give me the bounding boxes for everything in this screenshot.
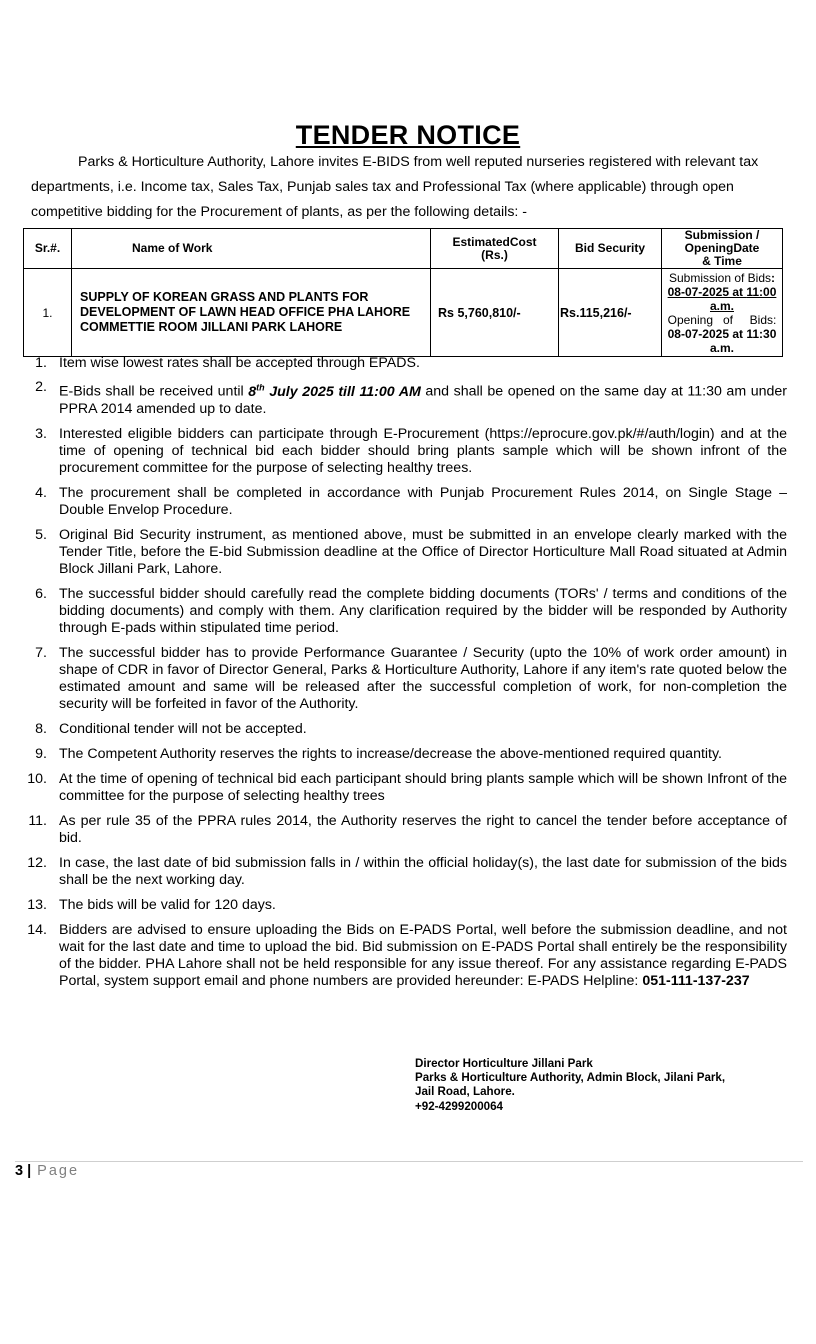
list-item	[23, 586, 787, 637]
item-date-day: 8	[248, 383, 257, 400]
list-item	[23, 746, 787, 763]
item-number: 8.	[35, 720, 47, 737]
header-sub-line1: Submission / OpeningDate	[684, 228, 760, 255]
item-number: 6.	[35, 585, 47, 602]
submission-time: 11:00 a.m.	[709, 284, 777, 313]
header-sub-line2: & Time	[702, 254, 742, 268]
item-number: 11.	[28, 812, 47, 829]
item-number: 4.	[35, 484, 47, 501]
header-cost-line1: EstimatedCost	[452, 234, 537, 249]
submission-label-line	[662, 271, 782, 285]
submission-colon: :	[771, 270, 776, 285]
list-item	[23, 485, 787, 519]
item-date-rest: July 2025 till 11:00 AM	[264, 383, 421, 400]
header-sr: Sr.#.	[24, 229, 72, 269]
header-bid-security: Bid Security	[559, 229, 662, 269]
submission-date: 08-07-2025 at	[667, 284, 747, 299]
intro-paragraph	[31, 150, 787, 225]
header-estimated-cost	[431, 229, 559, 269]
item-text-pre: E-Bids shall be received until	[59, 383, 249, 400]
list-item	[23, 355, 787, 372]
intro-line-2: departments, i.e. Income tax, Sales Tax, Punjab sales tax and Professional Tax (where applicable) through open	[31, 179, 734, 195]
item-text: Interested eligible bidders can participate through E-Procurement (https://eprocure.gov.pk/#/auth/login) and at the time of opening of technical bid each bidder should bring plants sample which will be shown infront of the procurement committee for the purpose of selecting healthy trees.	[59, 425, 787, 476]
page-number: 3 |	[15, 1163, 32, 1179]
intro-line-3: competitive bidding for the Procurement of plants, as per the following details: -	[31, 204, 528, 220]
opening-date: 08-07-2025 at	[667, 326, 747, 341]
header-submission-opening	[662, 229, 783, 269]
item-date-suffix: th	[256, 382, 265, 392]
row-name-of-work: SUPPLY OF KOREAN GRASS AND PLANTS FOR DEVELOPMENT OF LAWN HEAD OFFICE PHA LAHORE COMMETTIE ROOM JILLANI PARK LAHORE	[72, 269, 431, 357]
page-label: Page	[31, 1163, 80, 1179]
tender-table-header	[24, 229, 783, 269]
list-item	[23, 721, 787, 738]
signature-line-1: Director Horticulture Jillani Park	[415, 1057, 593, 1070]
row-estimated-cost: Rs 5,760,810/-	[431, 269, 559, 357]
item-text: Original Bid Security instrument, as mentioned above, must be submitted in an envelope clearly marked with the Tender Title, before the E-bid Submission deadline at the Office of Director Horticulture Mall Road situated at Admin Block Jillani Park, Lahore.	[59, 526, 787, 577]
header-name-of-work: Name of Work	[72, 229, 431, 269]
header-cost-line2: (Rs.)	[481, 247, 508, 262]
list-item	[23, 379, 787, 418]
item-number: 10.	[27, 770, 47, 787]
intro-line-1: Parks & Horticulture Authority, Lahore invites E-BIDS from well reputed nurseries registered with relevant tax	[78, 154, 759, 170]
list-item	[23, 771, 787, 805]
row-sr: 1.	[24, 269, 72, 357]
tender-table	[23, 228, 783, 357]
item-number: 1.	[35, 355, 47, 371]
list-item	[23, 897, 787, 914]
item-number: 7.	[35, 644, 47, 661]
row-bid-security: Rs.115,216/-	[559, 269, 662, 357]
helpline-number: 051-111-137-237	[642, 972, 750, 989]
table-row	[24, 269, 783, 357]
item-text: The bids will be valid for 120 days.	[59, 896, 276, 913]
item-number: 14.	[27, 921, 47, 938]
opening-datetime	[662, 327, 782, 355]
item-text: As per rule 35 of the PPRA rules 2014, the Authority reserves the right to cancel the tender before acceptance of bid.	[59, 812, 787, 846]
submission-datetime	[662, 285, 782, 313]
item-number: 12.	[27, 854, 47, 871]
item-text: In case, the last date of bid submission falls in / within the official holiday(s), the last date for submission of the bids shall be the next working day.	[59, 854, 787, 888]
submission-label: Submission of Bids	[668, 270, 772, 285]
list-item	[23, 922, 787, 990]
signature-block	[415, 1057, 725, 1114]
item-text: The successful bidder should carefully read the complete bidding documents (TORs' / terms and conditions of the bidding documents) and comply with them. Any clarification required by the bidder will be responded by Authority through E-pads within stipulated time period.	[59, 585, 787, 636]
item-number: 9.	[35, 745, 47, 762]
item-number: 5.	[35, 526, 47, 543]
item-number: 3.	[35, 425, 47, 442]
document-title: TENDER NOTICE	[295, 120, 521, 150]
signature-line-3: Jail Road, Lahore.	[415, 1085, 515, 1099]
item-number: 2.	[35, 379, 47, 395]
row-submission-opening	[662, 269, 783, 357]
signature-line-4: +92-4299200064	[415, 1099, 504, 1113]
opening-label: Opening of Bids:	[667, 312, 777, 327]
item-text: Conditional tender will not be accepted.	[59, 720, 307, 737]
item-text: At the time of opening of technical bid each participant should bring plants sample which will be shown Infront of the committee for the purpose of selecting healthy trees	[59, 770, 787, 804]
list-item	[23, 426, 787, 477]
item-text: The Competent Authority reserves the rights to increase/decrease the above-mentioned required quantity.	[59, 745, 722, 762]
item-text: The procurement shall be completed in accordance with Punjab Procurement Rules 2014, on Single Stage – Double Envelop Procedure.	[59, 484, 787, 518]
opening-time: 11:30 a.m.	[709, 326, 777, 355]
list-item	[23, 527, 787, 578]
footer-divider	[15, 1161, 803, 1162]
list-item	[23, 813, 787, 847]
item-text: Bidders are advised to ensure uploading the Bids on E-PADS Portal, well before the submission deadline, and not wait for the last date and time to upload the bid. Bid submission on E-PADS Portal shall entirely be the responsibility of the bidder. PHA Lahore shall not be held responsible for any issue thereof. For any assistance regarding E-PADS Portal, system support email and phone numbers are provided hereunder: E-PADS Helpline:	[59, 921, 787, 989]
page-footer	[15, 1163, 79, 1179]
item-number: 13.	[27, 896, 47, 913]
list-item	[23, 855, 787, 889]
item-text: The successful bidder has to provide Performance Guarantee / Security (upto the 10% of work order amount) in shape of CDR in favor of Director General, Parks & Horticulture Authority, Lahore if any item's rate quoted below the estimated amount and same will be released after the successful completion of work, for non-completion the security will be forfeited in favor of the Authority.	[59, 644, 787, 712]
item-text-post: and shall be opened on the same day at 11:30 am under PPRA 2014 amended up to date.	[59, 383, 787, 417]
item-text: Item wise lowest rates shall be accepted through EPADS.	[59, 355, 420, 371]
list-item	[23, 645, 787, 713]
terms-list	[23, 355, 787, 990]
signature-line-2: Parks & Horticulture Authority, Admin Block, Jilani Park,	[415, 1071, 726, 1085]
